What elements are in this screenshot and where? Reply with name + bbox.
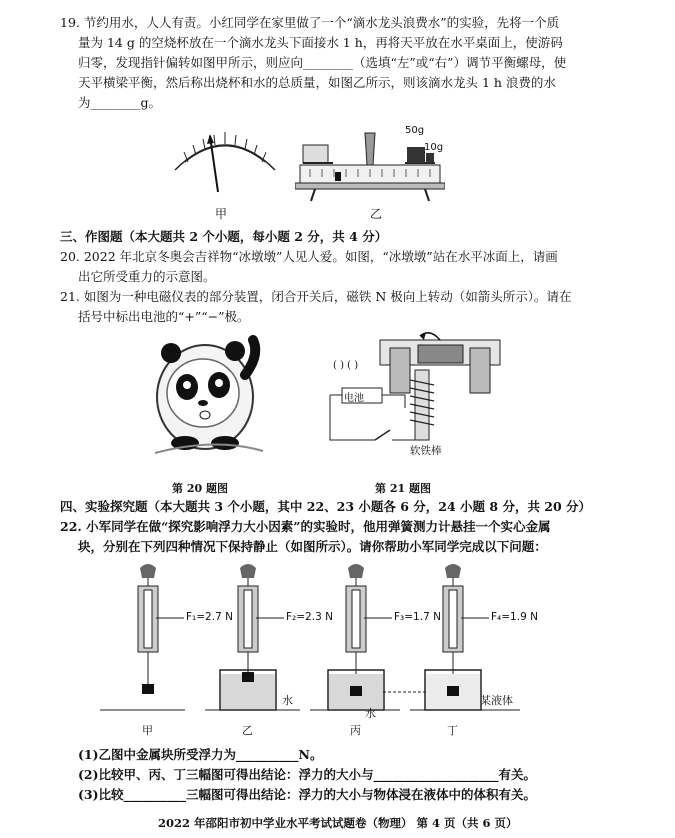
q22-part-2: (2)比较甲、丙、丁三幅图可得出结论：浮力的大小与____________________有关。 xyxy=(78,767,537,782)
balance-scale-figure xyxy=(170,122,280,202)
battery-polarity-parens: ( ) ( ) xyxy=(333,360,359,371)
water-label-yi: 水 xyxy=(282,694,293,707)
q22-line-2: 块，分别在下列四种情况下保持静止（如图所示）。请你帮助小军同学完成以下问题： xyxy=(78,539,547,554)
balance-figure xyxy=(295,125,445,205)
label-ding: 丁 xyxy=(447,724,458,737)
soft-iron-label: 软铁棒 xyxy=(410,445,442,457)
battery-label: 电池 xyxy=(344,393,364,404)
label-yi: 乙 xyxy=(242,724,253,737)
q19-line-1: 19. 节约用水，人人有责。小红同学在家里做了一个“滴水龙头浪费水”的实验，先将一个质 xyxy=(60,15,560,30)
f4-reading: F₄=1.9 N xyxy=(491,611,538,623)
q21-caption: 第 21 题图 xyxy=(375,482,431,495)
q21-line-2: 括号中标出电池的“+”“−”极。 xyxy=(78,309,250,324)
q22-line-1: 22. 小军同学在做“探究影响浮力大小因素”的实验时，他用弹簧测力计悬挂一个实心金属 xyxy=(60,519,551,534)
bing-dwen-dwen-figure xyxy=(135,325,265,455)
q19-line-4: 天平横梁平衡，然后称出烧杯和水的总质量，如图乙所示，则该滴水龙头 1 h 浪费的水 xyxy=(78,75,556,90)
q22-part-1: (1)乙图中金属块所受浮力为__________N。 xyxy=(78,747,323,762)
water-label-bing: 水 xyxy=(365,707,376,720)
label-bing: 丙 xyxy=(350,724,361,737)
q20-caption: 第 20 题图 xyxy=(172,482,228,495)
section-3-title: 三、作图题（本大题共 2 个小题，每小题 2 分，共 4 分） xyxy=(60,229,388,244)
q22-part-3: (3)比较__________三幅图可得出结论：浮力的大小与物体浸在液体中的体积有关。 xyxy=(78,787,537,802)
weight-50g-label: 50g xyxy=(405,125,425,136)
liquid-label: 某液体 xyxy=(480,694,513,707)
q21-line-1: 21. 如图为一种电磁仪表的部分装置，闭合开关后，磁铁 N 极向上转动（如箭头所示）。请在 xyxy=(60,289,572,304)
weight-10g-label: 10g xyxy=(424,142,444,153)
q19-line-3: 归零，发现指针偏转如图甲所示，则应向________（选填“左”或“右”）调节平衡螺母，使 xyxy=(78,55,567,70)
q20-line-1: 20. 2022 年北京冬奥会吉祥物“冰墩墩”人见人爱。如图，“冰墩墩”站在水平冰面上，请画 xyxy=(60,249,558,264)
section-4-title: 四、实验探究题（本大题共 3 个小题，其中 22、23 小题各 6 分，24 小题 8 分，共 20 分） xyxy=(60,499,592,514)
fig-label-yi: 乙 xyxy=(370,207,383,221)
label-jia: 甲 xyxy=(142,724,153,737)
q19-line-5: 为________g。 xyxy=(78,95,162,110)
q19-line-2: 量为 14 g 的空烧杯放在一个滴水龙头下面接水 1 h，再将天平放在水平桌面上，使游码 xyxy=(78,35,563,50)
f3-reading: F₃=1.7 N xyxy=(394,611,441,623)
f2-reading: F₂=2.3 N xyxy=(286,611,333,623)
page-footer: 2022 年邵阳市初中学业水平考试试题卷（物理） 第 4 页（共 6 页） xyxy=(158,816,518,830)
fig-label-jia: 甲 xyxy=(215,207,228,221)
f1-reading: F₁=2.7 N xyxy=(186,611,233,623)
q20-line-2: 出它所受重力的示意图。 xyxy=(78,269,216,284)
